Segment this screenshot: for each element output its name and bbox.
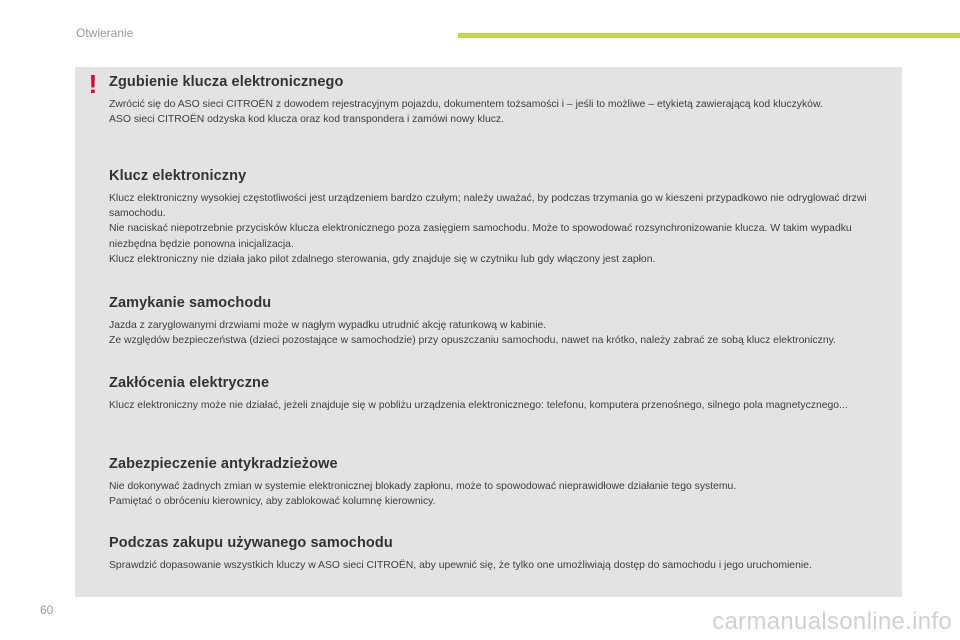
- section-heading: Zakłócenia elektryczne: [109, 375, 270, 391]
- section-paragraph: Klucz elektroniczny wysokiej częstotliwości jest urządzeniem bardzo czułym; należy uważać, by podczas trzymania go w kieszeni przypadkowo nie odryglować drzwi samochodu. Nie naciskać niepotrzebnie przycisków klucza elektronicznego poza zasięgiem samochodu. Może to spowodować rozsynchronizowanie klucza. W takim wypadku niezbędna będzie ponowna inicjalizacja. Klucz elektroniczny nie działa jako pilot zdalnego sterowania, gdy znajduje się w czytniku lub gdy włączony jest zapłon.: [109, 193, 867, 265]
- section-heading: Podczas zakupu używanego samochodu: [109, 535, 393, 551]
- section-electronic-key: [109, 168, 899, 267]
- section-paragraph: Zwrócić się do ASO sieci CITROËN z dowodem rejestracyjnym pojazdu, dokumentem tożsamości i – jeśli to możliwe – etykietą zawierającą kod kluczyków. ASO sieci CITROËN odzyska kod klucza oraz kod transpondera i zamówi nowy klucz.: [109, 99, 823, 126]
- header-accent-bar: [458, 33, 960, 38]
- section-paragraph: Sprawdzić dopasowanie wszystkich kluczy w ASO sieci CITROËN, aby upewnić się, że tylko one umożliwiają dostęp do samochodu i jego uruchomienie.: [109, 560, 812, 571]
- section-heading: Zabezpieczenie antykradzieżowe: [109, 456, 338, 472]
- section-used-car: [109, 535, 899, 573]
- section-title: Otwieranie: [76, 26, 134, 40]
- section-anti-theft: [109, 456, 899, 509]
- section-paragraph: Jazda z zaryglowanymi drzwiami może w nagłym wypadku utrudnić akcję ratunkową w kabinie. Ze względów bezpieczeństwa (dzieci pozostające w samochodzie) przy opuszczaniu samochodu, nawet na krótko, należy zabrać ze sobą klucz elektroniczny.: [109, 320, 836, 347]
- section-lost-key: [109, 74, 899, 127]
- section-interference: [109, 375, 899, 413]
- section-paragraph: Nie dokonywać żadnych zmian w systemie elektronicznej blokady zapłonu, może to spowodować nieprawidłowe działanie tego systemu. Pamiętać o obróceniu kierownicy, aby zablokować kolumnę kierownicy.: [109, 481, 737, 508]
- watermark: carmanualsonline.info: [712, 608, 952, 635]
- section-paragraph: Klucz elektroniczny może nie działać, jeżeli znajduje się w pobliżu urządzenia elektronicznego: telefonu, komputera przenośnego, silnego pola magnetycznego...: [109, 400, 848, 411]
- section-heading: Zgubienie klucza elektronicznego: [109, 74, 344, 90]
- section-locking: [109, 295, 899, 348]
- section-heading: Zamykanie samochodu: [109, 295, 272, 311]
- page-number: 60: [40, 603, 54, 617]
- section-heading: Klucz elektroniczny: [109, 168, 247, 184]
- exclamation-icon: !: [88, 69, 98, 99]
